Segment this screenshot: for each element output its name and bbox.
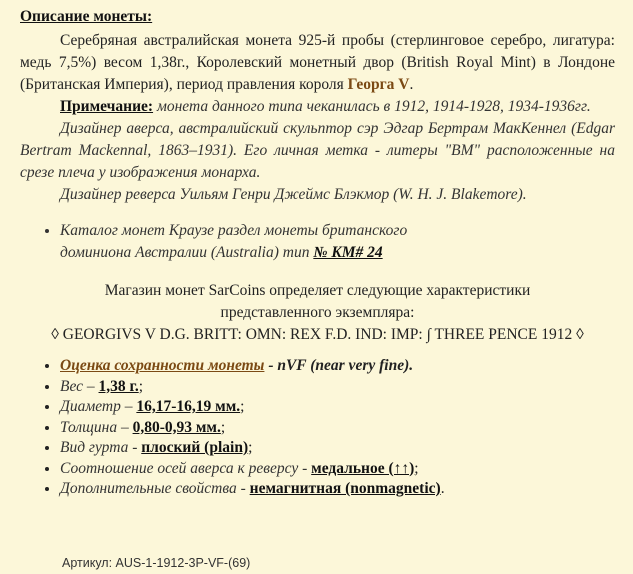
main-description-end: . [409,76,414,93]
note-paragraph [20,96,615,118]
spec-diameter: • Диаметр – 16,17-16,19 мм.; [60,397,615,418]
king-name: Георга V [347,76,410,93]
obverse-designer: Дизайнер аверса, австралийский скульптор сэр Эдгар Бертрам МакКеннел (Edgar Bertram Mackennal, 1863–1931). Его личная метка - литеры "BM" расположенные на срезе плеча у изображения монарха. [20,120,615,181]
weight-value: 1,38 г. [98,377,139,395]
shop-line-2: представленного экземпляра: [220,304,415,321]
coin-main-description [20,30,615,96]
spec-thickness: • Толщина – 0,80-0,93 мм.; [60,418,615,439]
edge-value: плоский (plain) [141,439,249,456]
thickness-value: 0,80-0,93 мм. [132,418,221,436]
edge-label: Вид гурта - [60,439,142,456]
shop-line-1: Магазин монет SarCoins определяет следующие характеристики [104,282,531,299]
spec-edge: • Вид гурта - плоский (plain); [60,438,615,459]
reverse-designer: Дизайнер реверса Уильям Генри Джеймс Блэкмор (W. H. J. Blakemore). [60,186,527,203]
extra-label: Дополнительные свойства - [60,480,250,497]
spec-weight: • Вес – 1,38 г.; [60,377,615,398]
main-description-text: Серебряная австралийская монета 925-й пробы (стерлинговое серебро, лигатура: медь 7,5%) весом 1,38г., Королевский монетный двор (British Royal Mint) в Лондоне (Британская Империя), период правления короля [20,32,615,93]
note-label: Примечание: [60,98,154,115]
specs-list [20,356,615,500]
catalog-text-line2: доминиона Австралии (Australia) тип [60,244,314,261]
catalog-item [60,220,615,264]
axis-value: медальное (↑↑) [311,459,415,477]
diameter-value: 16,17-16,19 мм. [136,398,241,415]
note-text: монета данного типа чеканилась в 1912, 1914-1928, 1934-1936гг. [153,98,591,115]
grade-value: - nVF (near very fine). [264,357,414,374]
thickness-label: Толщина – [60,418,133,436]
grade-link[interactable]: Оценка сохранности монеты [60,357,265,374]
coin-legend: ◊ GEORGIVS V D.G. BRITT: OMN: REX F.D. IND: IMP: ∫ THREE PENCE 1912 ◊ [51,326,584,343]
axis-label: Соотношение осей аверса к реверсу - [60,459,312,477]
catalog-text-line1: Каталог монет Краузе раздел монеты британского [60,222,408,239]
km-number-link[interactable]: № KM# 24 [313,244,383,261]
extra-value: немагнитная (nonmagnetic) [249,480,441,497]
spec-extra: • Дополнительные свойства - немагнитная (nonmagnetic). [60,479,615,500]
diameter-label: Диаметр – [60,398,137,415]
spec-grade [60,356,615,377]
shop-statement [20,280,615,346]
article-number: Артикул: AUS-1-1912-3P-VF-(69) [62,556,251,570]
weight-label: Вес – [60,377,99,395]
spec-axis: • Соотношение осей аверса к реверсу - медальное (↑↑); [60,459,615,480]
catalog-list [20,220,615,264]
description-heading: Описание монеты: [20,8,153,25]
